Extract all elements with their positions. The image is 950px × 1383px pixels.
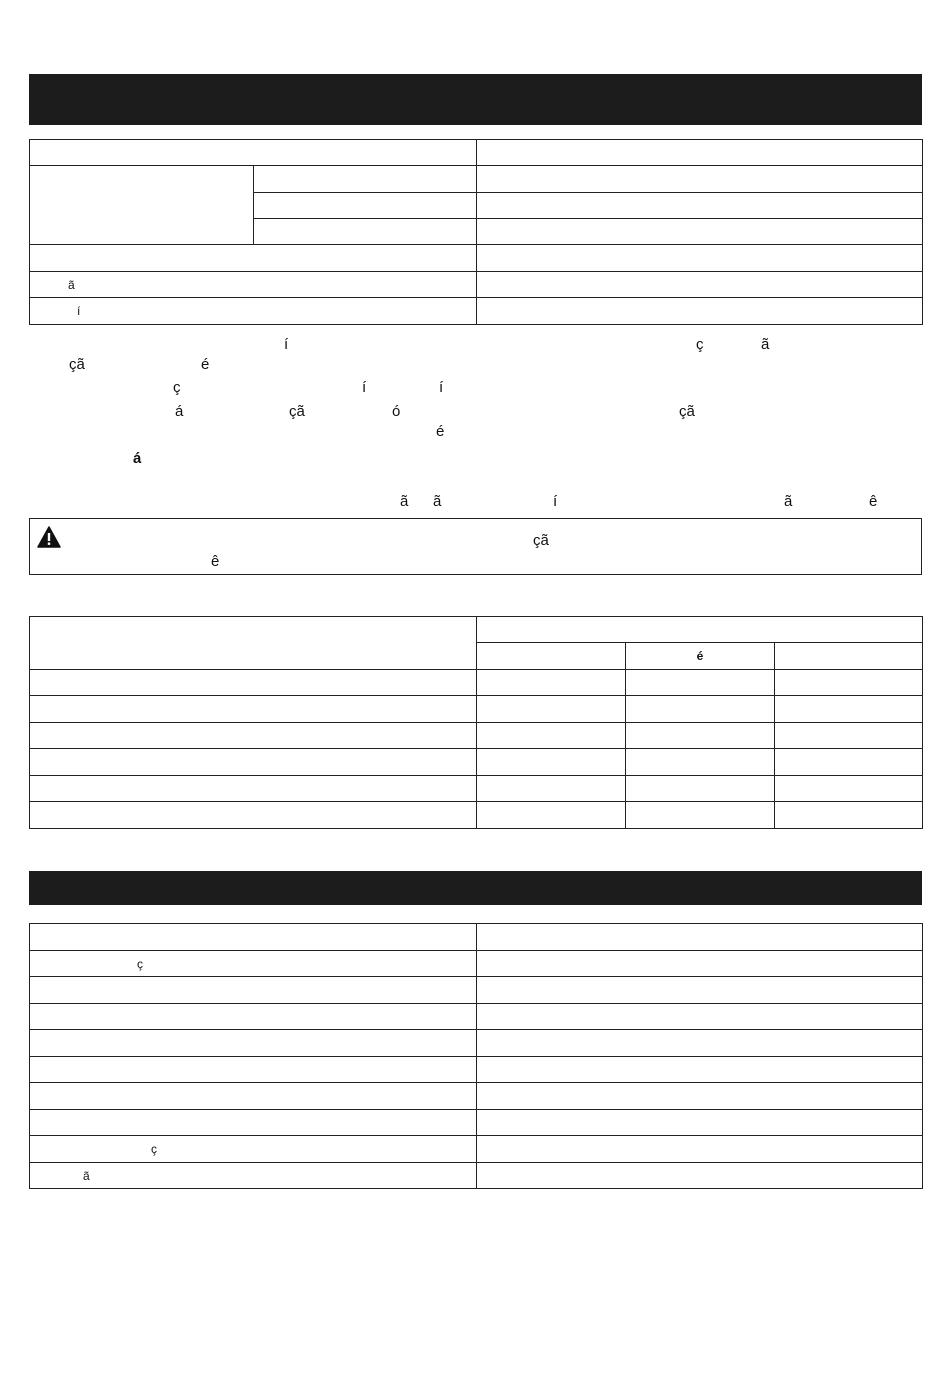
- table-cell: [30, 951, 477, 977]
- lower-row-label: ç: [151, 1142, 157, 1156]
- table-cell: [477, 977, 923, 1004]
- table-cell: [775, 802, 923, 829]
- table-cell: [30, 924, 477, 951]
- paragraph-fragment: í: [439, 379, 444, 396]
- table-cell: [30, 1136, 477, 1163]
- settings-header-cell: [30, 617, 477, 670]
- paragraph-fragment: í: [362, 379, 367, 396]
- table-cell: [477, 749, 626, 776]
- settings-subheader-cell: [626, 643, 775, 670]
- table-cell: [30, 670, 477, 696]
- spec-value-cell: [477, 140, 923, 166]
- section-header-bar-1: [29, 74, 922, 125]
- table-cell: [626, 776, 775, 802]
- table-cell: [477, 723, 626, 749]
- table-cell: [477, 1030, 923, 1057]
- spec-cell: [30, 245, 477, 272]
- paragraph-fragment: á: [175, 403, 184, 420]
- paragraph-fragment: í: [284, 336, 289, 353]
- table-cell: [775, 696, 923, 723]
- paragraph-fragment: é: [201, 356, 210, 373]
- table-cell: [775, 776, 923, 802]
- table-cell: [477, 951, 923, 977]
- spec-value-cell: [477, 298, 923, 325]
- spec-value-cell: [477, 245, 923, 272]
- table-cell: [626, 802, 775, 829]
- table-cell: [30, 776, 477, 802]
- paragraph-fragment: çã: [289, 403, 305, 420]
- table-cell: [30, 1057, 477, 1083]
- section-header-bar-2: [29, 871, 922, 905]
- spec-value-cell: [477, 193, 923, 219]
- table-cell: [477, 1004, 923, 1030]
- paragraph-fragment: ã: [433, 493, 442, 510]
- table-cell: [775, 723, 923, 749]
- paragraph-fragment-bold: á: [133, 450, 142, 467]
- specification-table: [29, 139, 923, 325]
- spec-group-cell: [30, 166, 254, 245]
- paragraph-fragment: é: [436, 423, 445, 440]
- warning-triangle-icon: [37, 526, 61, 548]
- spec-sub-cell: [254, 193, 477, 219]
- table-cell: [626, 696, 775, 723]
- spec-value-cell: [477, 272, 923, 298]
- lower-row-label: ç: [137, 956, 143, 971]
- spec-value-cell: [477, 166, 923, 193]
- warning-fragment: ê: [211, 553, 220, 570]
- table-cell: [30, 749, 477, 776]
- table-cell: [477, 1110, 923, 1136]
- warning-fragment: çã: [533, 532, 549, 549]
- lower-row-label: ã: [83, 1168, 90, 1183]
- paragraph-fragment: çã: [679, 403, 695, 420]
- paragraph-fragment: ç: [173, 379, 181, 396]
- table-cell: [477, 802, 626, 829]
- table-cell: [626, 723, 775, 749]
- table-cell: [477, 776, 626, 802]
- table-cell: [477, 670, 626, 696]
- paragraph-fragment: çã: [69, 356, 85, 373]
- table-cell: [775, 749, 923, 776]
- spec-row-label: í: [77, 304, 81, 318]
- table-cell: [30, 696, 477, 723]
- spec-sub-cell: [254, 166, 477, 193]
- table-cell: [477, 1057, 923, 1083]
- table-cell: [477, 1136, 923, 1163]
- settings-table: [29, 616, 923, 829]
- table-cell: [477, 696, 626, 723]
- paragraph-fragment: í: [553, 493, 558, 510]
- paragraph-fragment: ã: [400, 493, 409, 510]
- paragraph-fragment: ã: [784, 493, 793, 510]
- settings-subheader-cell: [477, 643, 626, 670]
- table-cell: [30, 723, 477, 749]
- table-cell: [30, 1083, 477, 1110]
- table-cell: [30, 1004, 477, 1030]
- paragraph-fragment: ç: [696, 336, 704, 353]
- table-cell: [30, 1110, 477, 1136]
- lower-table: [29, 923, 923, 1189]
- spec-value-cell: [477, 219, 923, 245]
- paragraph-fragment: ã: [761, 336, 770, 353]
- table-cell: [775, 670, 923, 696]
- table-cell: [626, 749, 775, 776]
- spec-cell: [30, 140, 477, 166]
- table-cell: [477, 1083, 923, 1110]
- table-cell: [30, 1163, 477, 1189]
- table-cell: [477, 924, 923, 951]
- table-cell: [477, 1163, 923, 1189]
- spec-sub-cell: [254, 219, 477, 245]
- settings-subheader-cell: [775, 643, 923, 670]
- paragraph-fragment: ê: [869, 493, 878, 510]
- table-cell: [30, 1030, 477, 1057]
- spec-cell: [30, 272, 477, 298]
- settings-group-header: [477, 617, 923, 643]
- paragraph-fragment: ó: [392, 403, 401, 420]
- spec-row-label: ã: [68, 277, 75, 292]
- table-cell: [626, 670, 775, 696]
- spec-cell: [30, 298, 477, 325]
- table-cell: [30, 802, 477, 829]
- table-cell: [30, 977, 477, 1004]
- settings-subheader-label: é: [696, 649, 704, 663]
- warning-box: [29, 518, 922, 575]
